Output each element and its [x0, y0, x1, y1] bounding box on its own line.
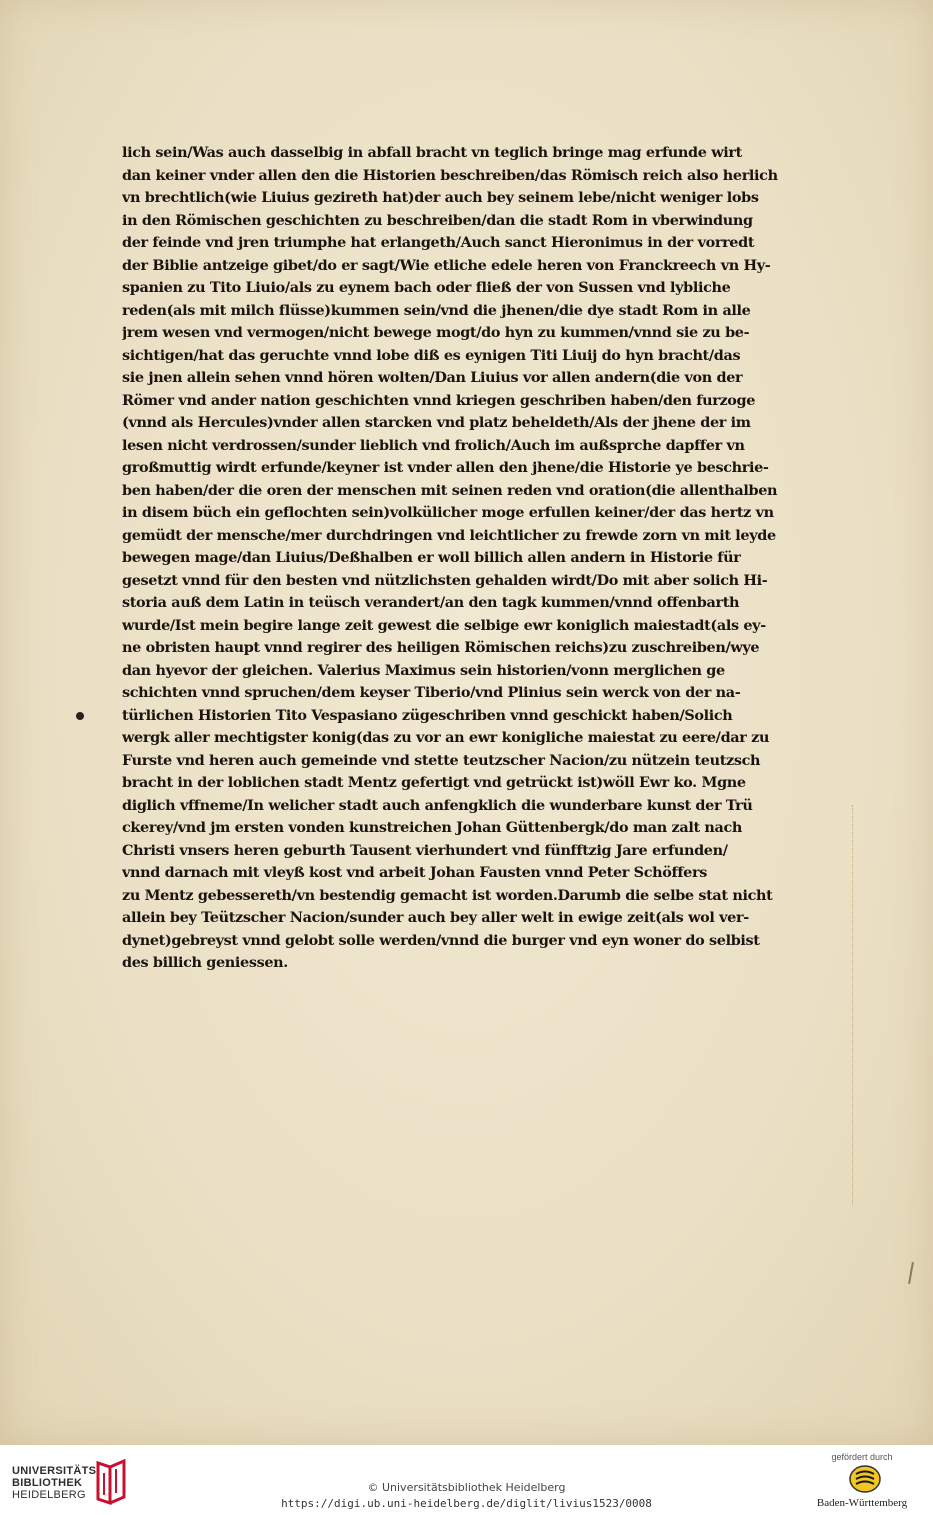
copyright-notice: © Universitätsbibliothek Heidelberg: [367, 1481, 566, 1494]
text-line: vn brechtlich(wie Liuius gezireth hat)der auch bey seinem lebe/nicht weniger lobs: [122, 189, 759, 206]
text-line: der Biblie antzeige gibet/do er sagt/Wie etliche edele heren von Franckreech vn Hy-: [122, 256, 771, 274]
text-line: wurde/Ist mein begire lange zeit gewest die selbige ewr koniglich maiestadt(als ey-: [122, 616, 766, 634]
text-line: gesetzt vnnd für den besten vnd nützlichsten gehalden wirdt/Do mit aber solich Hi-: [122, 571, 768, 589]
text-line: in disem büch ein geflochten sein)volkülicher moge erfullen keiner/der das hertz vn: [122, 504, 774, 521]
text-line: schichten vnnd spruchen/dem keyser Tiberio/vnd Plinius sein werck von der na-: [122, 684, 741, 701]
text-line: ne obristen haupt vnnd regirer des heiligen Römischen reichs)zu zuschreiben/wye: [122, 639, 760, 656]
text-line: sichtigen/hat das geruchte vnnd lobe diß es eynigen Titi Liuij do hyn bracht/das: [122, 346, 741, 364]
text-line: zu Mentz gebessereth/vn bestendig gemacht ist worden.Darumb die selbe stat nicht: [122, 886, 773, 904]
logo-line: UNIVERSITÄTS-: [12, 1465, 101, 1477]
text-line: bracht in der loblichen stadt Mentz gefertigt vnd getrückt ist)wöll Ewr ko. Mgne: [122, 774, 746, 791]
text-line: der feinde vnd jren triumphe hat erlangeth/Auch sanct Hieronimus in der vorredt: [122, 234, 755, 251]
text-line: diglich vffneme/In welicher stadt auch anfengklich die wunderbare kunst der Trü: [122, 796, 753, 814]
text-line: (vnnd als Hercules)vnder allen starcken vnd platz beheldeth/Als der jhene der im: [122, 414, 751, 431]
text-line: reden(als mit milch flüsse)kummen sein/vnd die jhenen/die dye stadt Rom in alle: [122, 301, 751, 319]
printed-text-block: [122, 142, 854, 975]
text-line: Römer vnd ander nation geschichten vnnd kriegen geschriben haben/den furzoge: [122, 391, 756, 409]
text-line: dynet)gebreyst vnnd gelobt solle werden/vnnd die burger vnd eyn woner do selbist: [122, 931, 760, 949]
funded-by-label: gefördert durch: [831, 1452, 893, 1462]
text-line: allein bey Teützscher Nacion/sunder auch bey aller welt in ewige zeit(als wol ver-: [122, 909, 749, 926]
text-line: lesen nicht verdrossen/sunder lieblich vnd frolich/Auch im außsprche dapffer vn: [122, 436, 745, 454]
text-line: wergk aller mechtigster konig(das zu vor an ewr konigliche maiestat zu eere/dar zu: [122, 729, 770, 746]
margin-pencil-rule: [852, 805, 854, 1205]
text-line: ben haben/der die oren der menschen mit seinen reden vnd oration(die allenthalben: [122, 481, 778, 499]
text-line: in den Römischen geschichten zu beschreiben/dan die stadt Rom in vberwindung: [122, 211, 753, 229]
baden-wuerttemberg-crest-icon: [848, 1464, 882, 1494]
text-line: lich sein/Was auch dasselbig in abfall bracht vn teglich bringe mag erfunde wirt: [122, 144, 742, 161]
text-line: dan hyevor der gleichen. Valerius Maximus sein historien/vonn merglichen ge: [122, 661, 725, 679]
margin-ink-dot: [76, 712, 84, 720]
text-line: türlichen Historien Tito Vespasiano zügeschriben vnnd geschickt haben/Solich: [122, 706, 733, 724]
text-line: Furste vnd heren auch gemeinde vnd stette teutzscher Nacion/zu nützein teutzsch: [122, 751, 761, 769]
text-line: sie jnen allein sehen vnnd hören wolten/Dan Liuius vor allen andern(die von der: [122, 369, 743, 386]
text-line: ckerey/vnd jm ersten vonden kunstreichen Johan Güttenbergk/do man zalt nach: [122, 819, 743, 836]
text-line: spanien zu Tito Liuio/als zu eynem bach oder fließ der von Sussen vnd lybliche: [122, 279, 731, 296]
text-line: des billich geniessen.: [122, 954, 288, 971]
text-line: jrem wesen vnd vermogen/nicht bewege mogt/do hyn zu kummen/vnnd sie zu be-: [122, 324, 750, 341]
text-line: vnnd darnach mit vleyß kost vnd arbeit Johan Fausten vnnd Peter Schöffers: [122, 864, 707, 881]
text-line: bewegen mage/dan Liuius/Deßhalben er woll billich allen andern in Historie für: [122, 549, 741, 566]
funder-name: Baden-Württemberg: [816, 1497, 908, 1509]
text-line: storia auß dem Latin in teüsch verandert/an den tagk kummen/vnnd offenbarth: [122, 594, 740, 611]
text-line: großmuttig wirdt erfunde/keyner ist vnder allen den jhene/die Historie ye beschrie-: [122, 459, 769, 476]
text-line: Christi vnsers heren geburth Tausent vierhundert vnd fünfftzig Jare erfunden/: [122, 841, 728, 859]
permalink-url[interactable]: https://digi.ub.uni-heidelberg.de/diglit/livius1523/0008: [281, 1497, 652, 1510]
text-line: gemüdt der mensche/mer durchdringen vnd leichtlicher zu frewde zorn vn mit leyde: [122, 526, 776, 544]
logo-line: BIBLIOTHEK: [12, 1477, 83, 1489]
text-line: dan keiner vnder allen den die Historien beschreiben/das Römisch reich also herlich: [122, 166, 778, 184]
logo-line: HEIDELBERG: [12, 1489, 86, 1501]
